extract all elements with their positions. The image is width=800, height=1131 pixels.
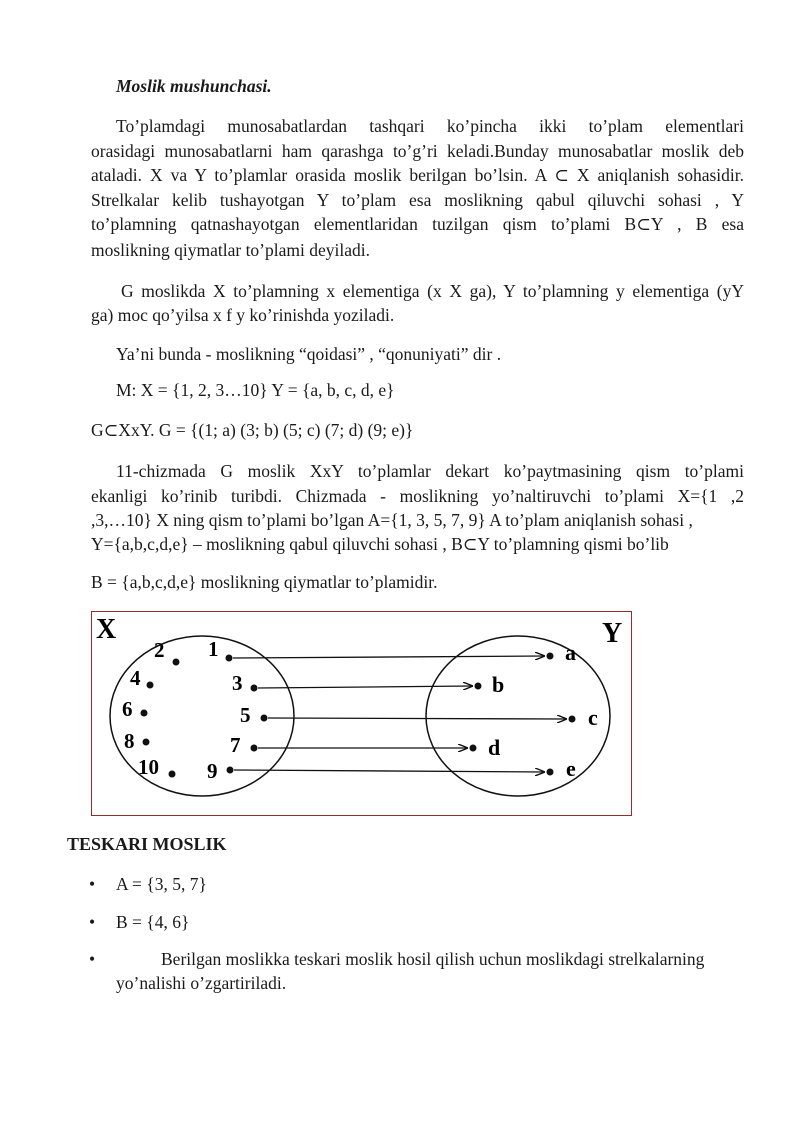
mapping-arrow — [234, 770, 544, 772]
bullet-1-text: A = {3, 5, 7} — [116, 874, 207, 894]
paragraph-4: M: X = {1, 2, 3…10} Y = {a, b, c, d, e} — [116, 380, 395, 400]
section-title: Moslik mushunchasi. — [116, 76, 272, 96]
bullet-2-marker: • — [89, 912, 96, 932]
paragraph-2 — [91, 279, 744, 304]
x-element-dot — [251, 685, 258, 692]
x-element-label: 5 — [240, 703, 251, 727]
x-element-label: 9 — [207, 759, 218, 783]
paragraph-3: Ya’ni bunda - moslikning “qoidasi” , “qonuniyati” dir . — [116, 344, 502, 364]
mapping-arrow — [268, 718, 566, 719]
paragraph-2-line-2: ga) moc qo’yilsa x f y ko’rinishda yoziladi. — [91, 305, 395, 325]
x-element-label: 6 — [122, 697, 133, 721]
y-element-label: e — [566, 756, 576, 781]
paragraph-2-line-1: G moslikda X to’plamning x elementiga (x X ga), Y to’plamning y elementiga (yY — [121, 281, 744, 301]
y-element-dot — [470, 745, 477, 752]
set-x-label: X — [96, 614, 117, 645]
x-element-dot — [141, 710, 148, 717]
paragraph-7: B = {a,b,c,d,e} moslikning qiymatlar to’plamidir. — [91, 572, 438, 592]
paragraph-1-line-4: Strelkalar kelib tushayotgan Y to’plam esa moslikning qabul qiluvchi sohasi , Y — [91, 189, 744, 210]
x-element-dot — [227, 767, 234, 774]
y-element-label: d — [488, 735, 501, 760]
bullet-3-text-cont: yo’nalishi o’zgartiriladi. — [116, 973, 287, 993]
x-element-label: 4 — [130, 666, 141, 690]
x-element-label: 1 — [208, 637, 219, 661]
x-element-label: 3 — [232, 671, 243, 695]
bullet-1-marker: • — [89, 874, 96, 894]
x-element-dot — [147, 682, 154, 689]
x-element-dot — [226, 655, 233, 662]
paragraph-6-line-4: Y={a,b,c,d,e} – moslikning qabul qiluvchi sohasi , B⊂Y to’plamning qismi bo’lib — [91, 534, 669, 554]
y-element-label: b — [492, 672, 505, 697]
x-element-label: 2 — [154, 638, 165, 662]
paragraph-6 — [91, 459, 744, 508]
x-element-dot — [261, 715, 268, 722]
y-element-dot — [547, 769, 554, 776]
mapping-svg — [92, 612, 633, 817]
bullet-2-text: B = {4, 6} — [116, 912, 190, 932]
x-element-dot — [143, 739, 150, 746]
y-element-label: c — [588, 705, 598, 730]
set-y-label: Y — [602, 618, 623, 649]
mapping-arrow — [233, 656, 544, 658]
y-elements — [470, 640, 599, 781]
paragraph-6-line-3: ,3,…10} X ning qism to’plami bo’lgan A={1, 3, 5, 7, 9} A to’plam aniqlanish sohasi , — [91, 510, 693, 530]
x-element-dot — [173, 659, 180, 666]
paragraph-1 — [91, 114, 744, 237]
paragraph-1-line-6: moslikning qiymatlar to’plami deyiladi. — [91, 240, 370, 260]
x-element-label: 8 — [124, 729, 135, 753]
bullet-3-marker: • — [89, 949, 96, 969]
paragraph-1-line-5: to’plamning qatnashayotgan elementlaridan tuzilgan qism to’plami B⊂Y , B esa — [91, 214, 744, 234]
paragraph-1-line-1: To’plamdagi munosabatlardan tashqari ko’pincha ikki to’plam elementlari — [116, 116, 744, 136]
paragraph-1-line-2: orasidagi munosabatlarni ham qarashga to’g’ri keladi.Bunday munosabatlar moslik deb — [91, 140, 744, 161]
x-element-label: 7 — [230, 733, 241, 757]
x-elements — [122, 637, 268, 783]
paragraph-6-line-2: ekanligi ko’rinib turibdi. Chizmada - moslikning yo’naltiruvchi to’plami X={1 ,2 — [91, 485, 744, 506]
mapping-arrow — [258, 686, 472, 688]
paragraph-1-line-3: ataladi. X va Y to’plamlar orasida moslik berilgan bo’lsin. A ⊂ X aniqlanish sohasidir. — [91, 165, 744, 185]
x-element-dot — [169, 771, 176, 778]
x-element-label: 10 — [138, 755, 159, 779]
paragraph-5: G⊂XxY. G = {(1; a) (3; b) (5; c) (7; d) (9; e)} — [91, 420, 414, 440]
y-element-label: a — [565, 640, 576, 665]
mapping-diagram — [91, 611, 632, 816]
x-element-dot — [251, 745, 258, 752]
y-element-dot — [547, 653, 554, 660]
paragraph-6-line-1: 11-chizmada G moslik XxY to’plamlar dekart ko’paytmasining qism to’plami — [116, 461, 744, 481]
y-element-dot — [475, 683, 482, 690]
heading-teskari-moslik: TESKARI MOSLIK — [67, 834, 227, 854]
y-element-dot — [569, 716, 576, 723]
bullet-3-text: Berilgan moslikka teskari moslik hosil qilish uchun moslikdagi strelkalarning — [161, 949, 705, 969]
